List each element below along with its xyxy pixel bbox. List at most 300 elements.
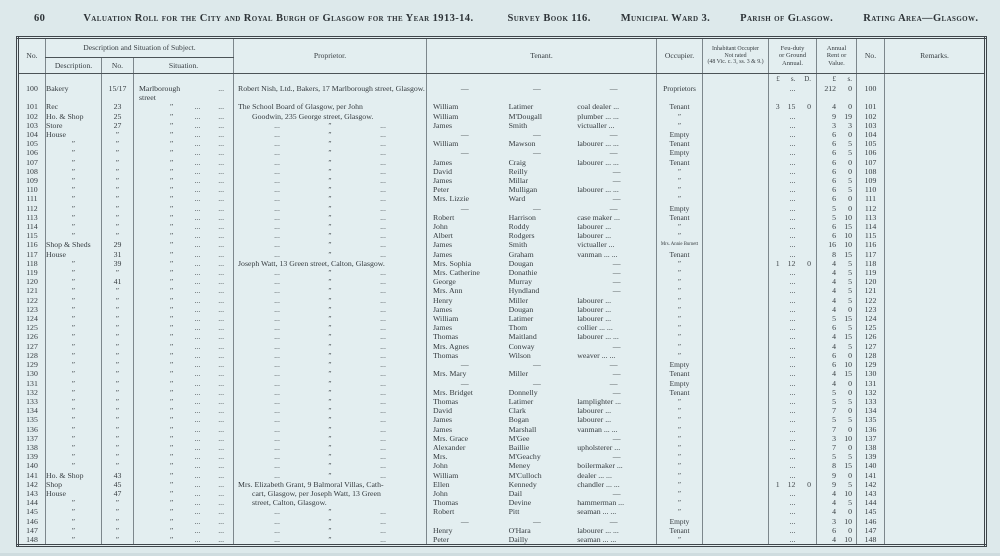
cell-content: [234, 194, 426, 203]
cell-entry-no: 126: [18, 332, 46, 341]
rent-pounds: 6: [832, 360, 837, 370]
cell-tenant: [427, 323, 657, 332]
ditto-dots: ...: [218, 212, 225, 222]
cell-content: [817, 443, 856, 452]
cell-content: [817, 314, 856, 323]
cell-inhabitant-occupier: [703, 369, 769, 378]
cell-entry-no-right: 143: [857, 489, 885, 498]
cell-content: [427, 176, 656, 185]
rent-pounds: 4: [832, 286, 837, 296]
cell-proprietor: [234, 415, 427, 424]
ditto-dots: ...: [194, 396, 201, 406]
tenant-surname: Kennedy: [508, 479, 537, 489]
cell-content: [234, 305, 426, 314]
cell-content: [134, 259, 233, 268]
cell-description: ″: [46, 434, 102, 443]
cell-description: ″: [46, 158, 102, 167]
cell-tenant: [427, 158, 657, 167]
ditto-mark: ″: [328, 378, 332, 388]
cell-entry-no: 135: [18, 415, 46, 424]
rent-pounds: 7: [832, 442, 837, 452]
cell-entry-no: 139: [18, 452, 46, 461]
cell-content: [134, 452, 233, 461]
cell-remarks: [885, 489, 986, 498]
feu-line3: Annual.: [781, 59, 804, 67]
cell-content: [134, 425, 233, 434]
cell-content: [817, 406, 856, 415]
cell-proprietor: [234, 102, 427, 111]
tenant-surname: —: [533, 148, 541, 158]
table-row: [18, 213, 986, 222]
ditto-dots: ...: [218, 396, 225, 406]
ditto-dots: ...: [218, 387, 225, 397]
cell-tenant: [427, 434, 657, 443]
cell-content: [427, 296, 656, 305]
cell-annual-rent: [817, 148, 857, 157]
cell-inhabitant-occupier: [703, 148, 769, 157]
cell-content: [817, 369, 856, 378]
tenant-first-name: —: [460, 360, 469, 370]
cell-street-no: ″: [102, 314, 134, 323]
cell-inhabitant-occupier: [703, 112, 769, 121]
cell-proprietor: [234, 213, 427, 222]
rent-pounds: 8: [832, 249, 837, 259]
cell-inhabitant-occupier: [703, 194, 769, 203]
cell-feu-duty: ...: [769, 342, 817, 351]
cell-street-no: ″: [102, 213, 134, 222]
ditto-mark: ″: [328, 332, 332, 342]
cell-situation: [134, 489, 234, 498]
cell-content: [134, 185, 233, 194]
cell-remarks: [885, 112, 986, 121]
cell-content: [427, 231, 656, 240]
cell-description: ″: [46, 379, 102, 388]
ditto-dots: ...: [274, 203, 280, 213]
cell-description: ″: [46, 314, 102, 323]
cell-situation: [134, 240, 234, 249]
cell-entry-no-right: 122: [857, 296, 885, 305]
cell-inhabitant-occupier: [703, 213, 769, 222]
cell-content: [134, 102, 233, 111]
cell-content: [817, 379, 856, 388]
cell-content: [817, 452, 856, 461]
tenant-surname: Dougan: [508, 304, 534, 314]
rent-pounds: 4: [832, 295, 837, 305]
cell-inhabitant-occupier: [703, 535, 769, 546]
rent-pounds: 5: [832, 212, 837, 222]
cell-remarks: [885, 213, 986, 222]
situation-text: ″: [170, 498, 174, 508]
cell-feu-duty: ...: [769, 305, 817, 314]
cell-content: [817, 222, 856, 231]
cell-entry-no: 100: [18, 84, 46, 102]
rent-shillings: 0: [848, 130, 853, 140]
cell-feu-duty: ...: [769, 397, 817, 406]
situation-text: ″: [170, 111, 174, 121]
tenant-first-name: Peter: [433, 534, 450, 544]
cell-content: [234, 231, 426, 240]
cell-entry-no: 117: [18, 250, 46, 259]
cell-content: [769, 74, 816, 84]
ditto-dots: ...: [194, 323, 201, 333]
cell-feu-duty: ...: [769, 286, 817, 295]
ditto-dots: ...: [218, 424, 225, 434]
ditto-dots: ...: [218, 323, 225, 333]
cell-situation: [134, 434, 234, 443]
cell-content: [234, 452, 426, 461]
cell-entry-no-right: 129: [857, 360, 885, 369]
cell-content: [234, 268, 426, 277]
cell-description: Ho. & Shop: [46, 471, 102, 480]
table-row: [18, 388, 986, 397]
cell-description: ″: [46, 204, 102, 213]
col-header-inhabitant-occupier: [703, 38, 769, 74]
situation-text: Marlborough street: [139, 84, 181, 103]
cell-content: [427, 526, 656, 535]
rent-pounds: 7: [832, 406, 837, 416]
cell-remarks: [885, 176, 986, 185]
rent-shillings: 5: [848, 498, 853, 508]
cell-entry-no: 108: [18, 167, 46, 176]
cell-content: [234, 369, 426, 378]
cell-description: ″: [46, 148, 102, 157]
cell-content: [234, 213, 426, 222]
feu-value: 3: [775, 102, 780, 112]
tenant-first-name: James: [433, 323, 453, 333]
tenant-surname: M'Dougall: [508, 111, 543, 121]
cell-tenant: [427, 388, 657, 397]
cell-occupier: ″: [657, 185, 703, 194]
cell-feu-duty: ...: [769, 185, 817, 194]
tenant-first-name: William: [433, 470, 459, 480]
tenant-first-name: Alexander: [433, 442, 466, 452]
cell-annual-rent: [817, 194, 857, 203]
cell-situation: [134, 148, 234, 157]
tenant-occupation: —: [609, 203, 618, 213]
cell-inhabitant-occupier: [703, 185, 769, 194]
feu-value: 12: [787, 258, 796, 268]
cell-annual-rent: [817, 139, 857, 148]
cell-content: [769, 259, 816, 268]
ditto-mark: ″: [328, 176, 332, 186]
cell-remarks: [885, 277, 986, 286]
rent-pounds: 4: [832, 488, 837, 498]
ditto-dots: ...: [218, 148, 225, 158]
cell-content: [427, 102, 656, 111]
tenant-first-name: David: [433, 406, 453, 416]
situation-text: ″: [170, 258, 174, 268]
table-row: [18, 314, 986, 323]
cell-street-no: ″: [102, 323, 134, 332]
ditto-dots: ...: [194, 130, 201, 140]
ditto-dots: ...: [194, 268, 201, 278]
cell-street-no: ″: [102, 286, 134, 295]
tenant-first-name: —: [460, 203, 469, 213]
cell-content: [134, 517, 233, 526]
cell-situation: [134, 213, 234, 222]
cell-blank: [657, 74, 703, 85]
ditto-dots: ...: [218, 166, 225, 176]
tenant-surname: Smith: [508, 120, 528, 130]
ditto-dots: ...: [194, 378, 201, 388]
ditto-mark: ″: [328, 185, 332, 195]
cell-feu-duty: ...: [769, 443, 817, 452]
cell-content: [234, 121, 426, 130]
ditto-mark: ″: [328, 415, 332, 425]
ditto-dots: ...: [380, 369, 386, 379]
cell-tenant: [427, 259, 657, 268]
cell-content: [817, 121, 856, 130]
cell-tenant: [427, 250, 657, 259]
cell-content: [817, 507, 856, 516]
cell-occupier: ″: [657, 176, 703, 185]
cell-inhabitant-occupier: [703, 388, 769, 397]
cell-inhabitant-occupier: [703, 167, 769, 176]
cell-remarks: [885, 158, 986, 167]
cell-occupier: Empty: [657, 360, 703, 369]
table-row: [18, 351, 986, 360]
ditto-dots: ...: [194, 387, 201, 397]
cell-entry-no-right: 134: [857, 406, 885, 415]
cell-content: [234, 222, 426, 231]
ditto-mark: ″: [328, 222, 332, 232]
ditto-dots: ...: [274, 415, 280, 425]
feu-value: 0: [807, 102, 812, 112]
currency-symbol: £: [832, 75, 837, 83]
cell-tenant: [427, 507, 657, 516]
rent-pounds: 4: [832, 369, 837, 379]
cell-occupier: ″: [657, 332, 703, 341]
cell-remarks: [885, 250, 986, 259]
cell-inhabitant-occupier: [703, 176, 769, 185]
cell-feu-duty: ...: [769, 517, 817, 526]
cell-content: [817, 204, 856, 213]
cell-content: [234, 351, 426, 360]
ditto-mark: ″: [328, 268, 332, 278]
ditto-dots: ...: [380, 350, 386, 360]
rent-pounds: 5: [832, 452, 837, 462]
tenant-occupation: seaman ... ...: [577, 507, 617, 517]
ditto-dots: ...: [274, 332, 280, 342]
cell-entry-no: 111: [18, 194, 46, 203]
cell-content: [134, 507, 233, 516]
cell-feu-duty: ...: [769, 461, 817, 470]
cell-feu-duty: ...: [769, 323, 817, 332]
cell-entry-no: 124: [18, 314, 46, 323]
col-header-annual-rent: [817, 38, 857, 74]
rent-pounds: 6: [832, 231, 837, 241]
ditto-dots: ...: [194, 176, 201, 186]
tenant-first-name: Henry: [433, 525, 453, 535]
cell-entry-no-right: 102: [857, 112, 885, 121]
ditto-dots: ...: [194, 461, 201, 471]
valuation-roll-table: [16, 36, 987, 547]
tenant-first-name: Mrs.: [433, 452, 448, 462]
cell-street-no: ″: [102, 461, 134, 470]
cell-description: ″: [46, 369, 102, 378]
cell-description: House: [46, 250, 102, 259]
cell-entry-no-right: 123: [857, 305, 885, 314]
cell-content: [134, 277, 233, 286]
cell-tenant: [427, 489, 657, 498]
cell-situation: [134, 204, 234, 213]
cell-entry-no-right: 112: [857, 204, 885, 213]
cell-content: [134, 84, 233, 102]
ditto-mark: ″: [328, 396, 332, 406]
cell-content: [234, 323, 426, 332]
cell-content: [817, 342, 856, 351]
cell-feu-duty: ...: [769, 194, 817, 203]
ditto-dots: ...: [274, 120, 280, 130]
parish-label: Parish of Glasgow.: [740, 13, 834, 24]
cell-occupier: ″: [657, 351, 703, 360]
ditto-dots: ...: [380, 203, 386, 213]
col-header-tenant: Tenant.: [427, 38, 657, 74]
tenant-surname: Donnelly: [508, 387, 538, 397]
ditto-dots: ...: [194, 525, 201, 535]
rent-pounds: 4: [832, 507, 837, 517]
tenant-surname: Dougan: [508, 258, 534, 268]
tenant-occupation: collier ... ...: [577, 323, 613, 333]
tenant-occupation: hammerman ...: [577, 498, 625, 508]
cell-entry-no-right: 130: [857, 369, 885, 378]
cell-description: ″: [46, 443, 102, 452]
cell-tenant: [427, 102, 657, 111]
cell-content: [817, 112, 856, 121]
cell-occupier: ″: [657, 342, 703, 351]
ditto-mark: ″: [328, 139, 332, 149]
cell-content: [134, 213, 233, 222]
rent-pounds: 6: [832, 157, 837, 167]
ditto-dots: ...: [218, 433, 225, 443]
cell-description: ″: [46, 332, 102, 341]
cell-entry-no-right: 128: [857, 351, 885, 360]
ditto-dots: ...: [194, 286, 201, 296]
ditto-dots: ...: [274, 268, 280, 278]
cell-content: [134, 535, 233, 544]
cell-proprietor: [234, 498, 427, 507]
situation-text: ″: [170, 102, 174, 112]
cell-situation: [134, 176, 234, 185]
situation-text: ″: [170, 222, 174, 232]
cell-tenant: [427, 121, 657, 130]
ditto-dots: ...: [380, 295, 386, 305]
tenant-surname: Mulligan: [508, 185, 538, 195]
cell-content: [427, 498, 656, 507]
table-row: [18, 185, 986, 194]
cell-occupier: ″: [657, 489, 703, 498]
ditto-dots: ...: [218, 130, 225, 140]
ditto-dots: ...: [380, 176, 386, 186]
situation-text: ″: [170, 378, 174, 388]
cell-entry-no: 143: [18, 489, 46, 498]
ditto-mark: ″: [328, 295, 332, 305]
cell-feu-duty: ...: [769, 250, 817, 259]
cell-feu-duty: ...: [769, 213, 817, 222]
cell-annual-rent: [817, 121, 857, 130]
rent-shillings: 0: [848, 157, 853, 167]
rent-pounds: 6: [832, 222, 837, 232]
feu-value: 0: [807, 479, 812, 489]
table-row: [18, 231, 986, 240]
cell-tenant: [427, 406, 657, 415]
survey-book-label: Survey Book 116.: [507, 13, 591, 24]
cell-proprietor: [234, 323, 427, 332]
cell-content: [134, 231, 233, 240]
tenant-surname: Thom: [508, 323, 528, 333]
proprietor-text: Goodwin, 235 George street, Glasgow.: [252, 111, 374, 121]
cell-content: [427, 406, 656, 415]
cell-content: [234, 406, 426, 415]
table-body: [18, 74, 986, 546]
tenant-occupation: boilermaker ...: [577, 461, 623, 471]
rent-pounds: 16: [828, 240, 837, 250]
cell-street-no: 25: [102, 112, 134, 121]
cell-occupier: ″: [657, 480, 703, 489]
cell-description: Shop & Sheds: [46, 240, 102, 249]
ditto-dots: ...: [274, 314, 280, 324]
situation-text: ″: [170, 516, 174, 526]
rent-shillings: 0: [848, 406, 853, 416]
ditto-mark: ″: [328, 360, 332, 370]
ditto-mark: ″: [328, 304, 332, 314]
tenant-surname: Dailly: [508, 534, 529, 544]
municipal-ward-label: Municipal Ward 3.: [620, 13, 711, 24]
tenant-occupation: —: [612, 488, 621, 498]
cell-tenant: [427, 471, 657, 480]
rent-shillings: 5: [848, 452, 853, 462]
cell-proprietor: [234, 158, 427, 167]
rent-shillings: 15: [844, 369, 853, 379]
cell-inhabitant-occupier: [703, 406, 769, 415]
cell-situation: [134, 388, 234, 397]
cell-street-no: ″: [102, 535, 134, 546]
table-row: [18, 240, 986, 249]
cell-content: [234, 250, 426, 259]
cell-description: ″: [46, 213, 102, 222]
ditto-dots: ...: [218, 111, 225, 121]
cell-feu-duty: ...: [769, 425, 817, 434]
rent-shillings: 10: [844, 240, 853, 250]
cell-street-no: 31: [102, 250, 134, 259]
ditto-mark: ″: [328, 433, 332, 443]
cell-entry-no: 128: [18, 351, 46, 360]
cell-remarks: [885, 507, 986, 516]
ditto-dots: ...: [194, 534, 201, 544]
ditto-mark: ″: [328, 406, 332, 416]
cell-content: [134, 379, 233, 388]
tenant-occupation: chandler ... ...: [577, 479, 620, 489]
ditto-dots: ...: [218, 222, 225, 232]
rent-pounds: 5: [832, 396, 837, 406]
table-row: [18, 148, 986, 157]
rent-shillings: 0: [848, 350, 853, 360]
cell-remarks: [885, 360, 986, 369]
cell-description: Shop: [46, 480, 102, 489]
cell-content: [427, 139, 656, 148]
cell-occupier: Empty: [657, 517, 703, 526]
rent-pounds: 3: [832, 120, 837, 130]
situation-text: ″: [170, 304, 174, 314]
rent-pounds: 4: [832, 102, 837, 112]
cell-feu-duty: ...: [769, 139, 817, 148]
ditto-dots: ...: [380, 442, 386, 452]
cell-description: ″: [46, 397, 102, 406]
cell-remarks: [885, 471, 986, 480]
table-row: [18, 194, 986, 203]
cell-content: [817, 351, 856, 360]
cell-content: [817, 185, 856, 194]
